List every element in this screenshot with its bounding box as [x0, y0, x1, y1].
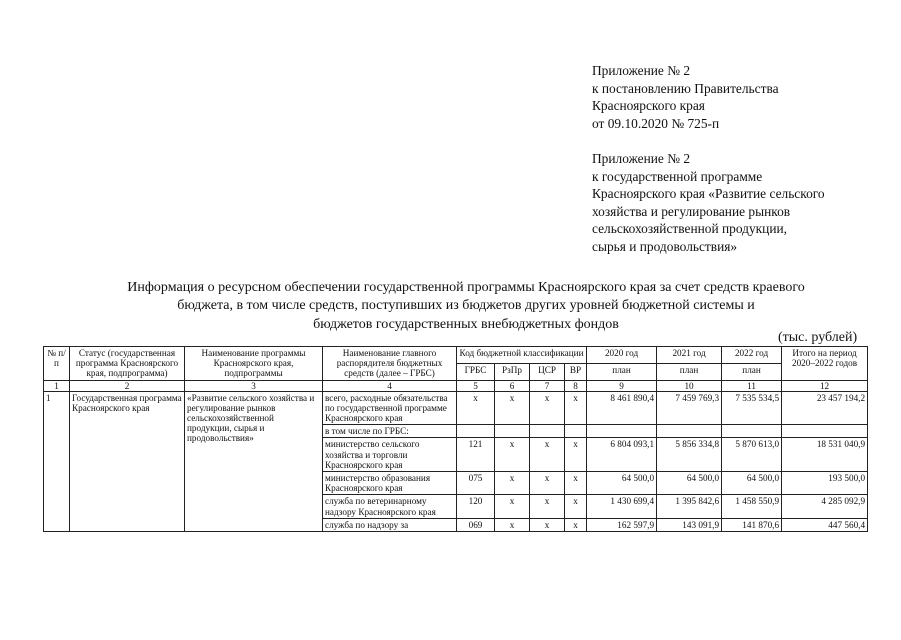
csr-cell: х — [530, 391, 565, 425]
value-total-cell: 193 500,0 — [782, 472, 868, 495]
value-2021-cell: 7 459 769,3 — [657, 391, 722, 425]
header-2021: 2021 год — [657, 347, 722, 364]
value-2020-cell — [587, 425, 657, 438]
value-2021-cell — [657, 425, 722, 438]
column-number: 3 — [185, 380, 323, 391]
attachment-line: от 09.10.2020 № 725-п — [592, 115, 720, 131]
attachment-line: Приложение № 2 — [592, 151, 691, 166]
attachment-line: Приложение № 2 — [592, 63, 691, 78]
attachment-line: сырья и продовольствия» — [592, 238, 738, 254]
header-grbs: ГРБС — [457, 363, 495, 380]
value-2021-cell: 64 500,0 — [657, 472, 722, 495]
column-number: 10 — [657, 380, 722, 391]
vr-cell — [565, 425, 587, 438]
column-number: 4 — [323, 380, 457, 391]
csr-cell: х — [530, 518, 565, 531]
units-label: (тыс. рублей) — [778, 330, 858, 345]
header-plan-2021: план — [657, 363, 722, 380]
title-line: бюджетов государственных внебюджетных фондов — [313, 316, 619, 332]
column-number: 12 — [782, 380, 868, 391]
attachment-state-program — [592, 150, 825, 256]
header-grbs-name: Наименование главного распорядителя бюджетных средств (далее – ГРБС) — [323, 347, 457, 381]
attachment-line: Красноярского края «Развитие сельского — [592, 186, 825, 202]
table-row — [44, 391, 868, 425]
value-2020-cell: 6 804 093,1 — [587, 438, 657, 472]
header-2022: 2022 год — [722, 347, 782, 364]
vr-cell: х — [565, 518, 587, 531]
value-total-cell: 23 457 194,2 — [782, 391, 868, 425]
csr-cell — [530, 425, 565, 438]
resource-table — [43, 346, 868, 532]
column-number: 2 — [70, 380, 185, 391]
header-rzpr: РзПр — [495, 363, 530, 380]
grbs-name-cell: служба по надзору за — [323, 518, 457, 531]
csr-cell: х — [530, 472, 565, 495]
grbs-name-cell: министерство сельского хозяйства и торговли Красноярского края — [323, 438, 457, 472]
value-2022-cell — [722, 425, 782, 438]
header-csr: ЦСР — [530, 363, 565, 380]
rzpr-cell: х — [495, 391, 530, 425]
grbs-code-cell: 120 — [457, 495, 495, 518]
program-status: Государственная программа Красноярского края — [70, 391, 185, 531]
header-program-name: Наименование программы Красноярского края, подпрограммы — [185, 347, 323, 381]
column-number: 1 — [44, 380, 70, 391]
column-number: 6 — [495, 380, 530, 391]
header-num: № п/п — [44, 347, 70, 381]
column-number: 8 — [565, 380, 587, 391]
header-2020: 2020 год — [587, 347, 657, 364]
header-status: Статус (государственная программа Красноярского края, подпрограмма) — [70, 347, 185, 381]
grbs-code-cell — [457, 425, 495, 438]
title-line: Информация о ресурсном обеспечении государственной программы Красноярского края за счет средств краевого — [127, 280, 805, 295]
grbs-code-cell: 121 — [457, 438, 495, 472]
value-total-cell: 4 285 092,9 — [782, 495, 868, 518]
rzpr-cell: х — [495, 518, 530, 531]
column-number: 11 — [722, 380, 782, 391]
vr-cell: х — [565, 391, 587, 425]
attachment-line: сельскохозяйственной продукции, — [592, 221, 788, 237]
header-plan-2020: план — [587, 363, 657, 380]
grbs-code-cell: 069 — [457, 518, 495, 531]
value-2021-cell: 143 091,9 — [657, 518, 722, 531]
value-2020-cell: 162 597,9 — [587, 518, 657, 531]
header-row — [44, 347, 868, 364]
value-2021-cell: 5 856 334,8 — [657, 438, 722, 472]
grbs-name-cell: всего, расходные обязательства по государственной программе Красноярского края — [323, 391, 457, 425]
grbs-code-cell: 075 — [457, 472, 495, 495]
attachment-line: к постановлению Правительства — [592, 80, 779, 96]
value-total-cell: 18 531 040,9 — [782, 438, 868, 472]
value-total-cell: 447 560,4 — [782, 518, 868, 531]
value-2020-cell: 8 461 890,4 — [587, 391, 657, 425]
header-vr: ВР — [565, 363, 587, 380]
document-title — [60, 279, 872, 334]
value-total-cell — [782, 425, 868, 438]
value-2022-cell: 1 458 550,9 — [722, 495, 782, 518]
column-number-row — [44, 380, 868, 391]
rzpr-cell: х — [495, 438, 530, 472]
value-2020-cell: 64 500,0 — [587, 472, 657, 495]
column-number: 5 — [457, 380, 495, 391]
vr-cell: х — [565, 472, 587, 495]
program-title: «Развитие сельского хозяйства и регулирование рынков сельскохозяйственной продукции, сырья и продовольствия» — [185, 391, 323, 531]
attachment-line: хозяйства и регулирование рынков — [592, 203, 791, 219]
vr-cell: х — [565, 495, 587, 518]
rzpr-cell: х — [495, 472, 530, 495]
value-2022-cell: 7 535 534,5 — [722, 391, 782, 425]
attachment-line: к государственной программе — [592, 168, 763, 184]
rzpr-cell: х — [495, 495, 530, 518]
csr-cell: х — [530, 495, 565, 518]
value-2020-cell: 1 430 699,4 — [587, 495, 657, 518]
rzpr-cell — [495, 425, 530, 438]
column-number: 9 — [587, 380, 657, 391]
header-plan-2022: план — [722, 363, 782, 380]
header-total: Итого на период 2020–2022 годов — [782, 347, 868, 381]
grbs-name-cell: министерство образования Красноярского края — [323, 472, 457, 495]
attachment-line: Красноярского края — [592, 98, 705, 114]
column-number: 7 — [530, 380, 565, 391]
value-2022-cell: 5 870 613,0 — [722, 438, 782, 472]
title-line: бюджета, в том числе средств, поступивших из бюджетов других уровней бюджетной системы и — [177, 298, 755, 314]
header-code-group: Код бюджетной классификации — [457, 347, 587, 364]
value-2021-cell: 1 395 842,6 — [657, 495, 722, 518]
value-2022-cell: 141 870,6 — [722, 518, 782, 531]
grbs-code-cell: х — [457, 391, 495, 425]
attachment-government-decree — [592, 62, 779, 132]
grbs-name-cell: служба по ветеринарному надзору Красноярского края — [323, 495, 457, 518]
csr-cell: х — [530, 438, 565, 472]
value-2022-cell: 64 500,0 — [722, 472, 782, 495]
vr-cell: х — [565, 438, 587, 472]
grbs-name-cell: в том числе по ГРБС: — [323, 425, 457, 438]
program-num: 1 — [44, 391, 70, 531]
